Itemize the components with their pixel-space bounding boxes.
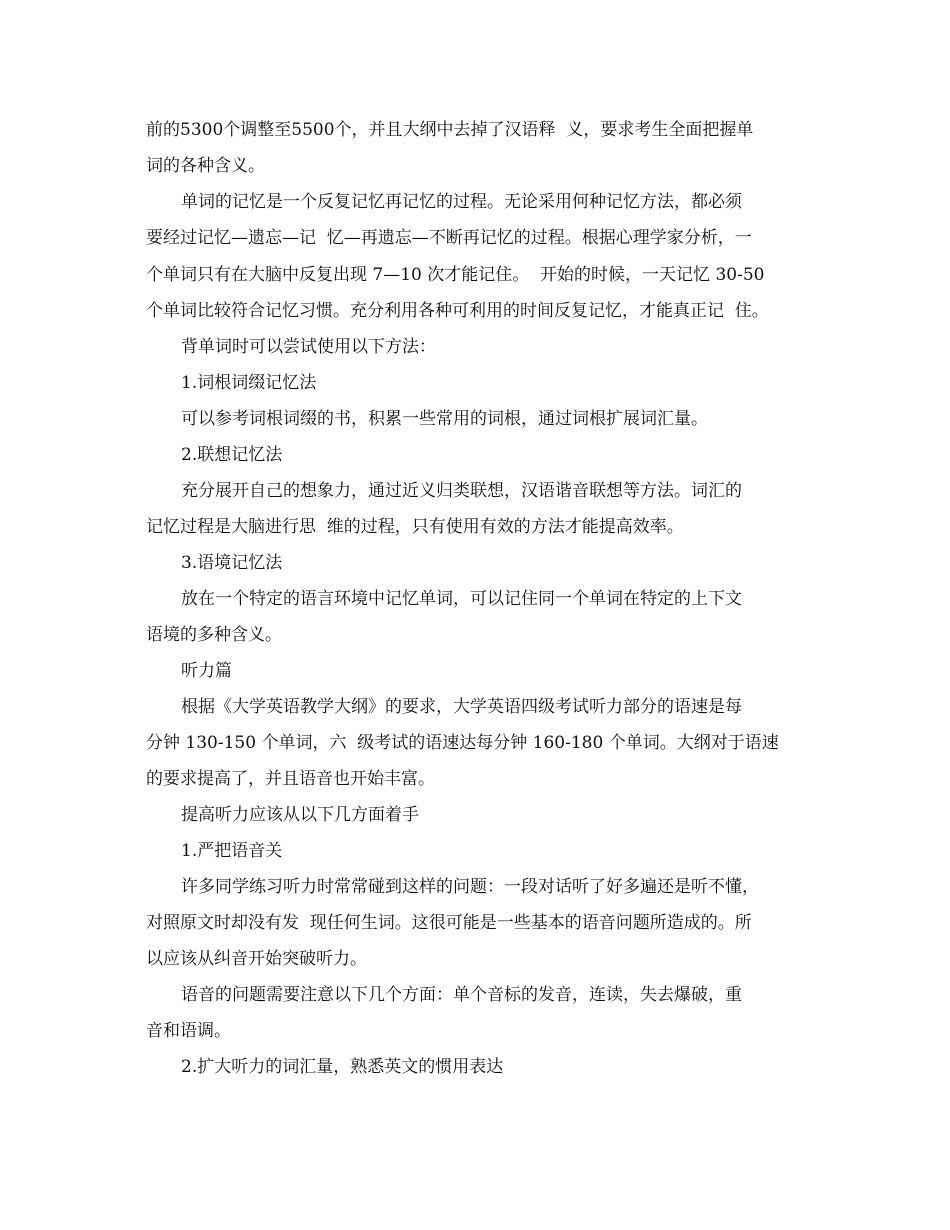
text-line: 的要求提高了，并且语音也开始丰富。	[146, 769, 435, 789]
text-line: 1.词根词缀记忆法	[181, 373, 317, 393]
text-line: 前的5300个调整至5500个，并且大纲中去掉了汉语释 义，要求考生全面把握单	[146, 120, 754, 140]
text-line: 以应该从纠音开始突破听力。	[146, 949, 367, 969]
text-line: 听力篇	[181, 661, 232, 681]
text-line: 个单词比较符合记忆习惯。充分利用各种可利用的时间反复记忆，才能真正记 住。	[146, 301, 769, 321]
text-line: 许多同学练习听力时常常碰到这样的问题：一段对话听了好多遍还是听不懂，	[181, 877, 759, 897]
text-line: 2.扩大听力的词汇量，熟悉英文的惯用表达	[181, 1057, 504, 1077]
text-line: 语音的问题需要注意以下几个方面：单个音标的发音，连读，失去爆破，重	[181, 985, 742, 1005]
text-line: 2.联想记忆法	[181, 445, 283, 465]
text-line: 提高听力应该从以下几方面着手	[181, 805, 419, 825]
text-line: 充分展开自己的想象力，通过近义归类联想，汉语谐音联想等方法。词汇的	[181, 481, 742, 501]
text-line: 背单词时可以尝试使用以下方法：	[181, 337, 436, 357]
text-line: 可以参考词根词缀的书，积累一些常用的词根，通过词根扩展词汇量。	[181, 409, 708, 429]
text-line: 根据《大学英语教学大纲》的要求，大学英语四级考试听力部分的语速是每	[181, 697, 742, 717]
text-line: 3.语境记忆法	[181, 553, 283, 573]
text-line: 音和语调。	[146, 1021, 231, 1041]
text-line: 分钟 130-150 个单词，六 级考试的语速达每分钟 160-180 个单词。大纲对于语速	[146, 733, 779, 753]
text-line: 个单词只有在大脑中反复出现 7—10 次才能记住。 开始的时候，一天记忆 30-50	[146, 265, 765, 285]
text-line: 词的各种含义。	[146, 156, 265, 176]
text-line: 放在一个特定的语言环境中记忆单词，可以记住同一个单词在特定的上下文	[181, 589, 742, 609]
text-line: 要经过记忆—遗忘—记 忆—再遗忘—不断再记忆的过程。根据心理学家分析，一	[146, 228, 752, 248]
text-line: 语境的多种含义。	[146, 625, 282, 645]
text-line: 单词的记忆是一个反复记忆再记忆的过程。无论采用何种记忆方法，都必须	[181, 192, 742, 212]
text-line: 记忆过程是大脑进行思 维的过程，只有使用有效的方法才能提高效率。	[146, 517, 684, 537]
text-line: 1.严把语音关	[181, 841, 283, 861]
text-line: 对照原文时却没有发 现任何生词。这很可能是一些基本的语音问题所造成的。所	[146, 913, 752, 933]
